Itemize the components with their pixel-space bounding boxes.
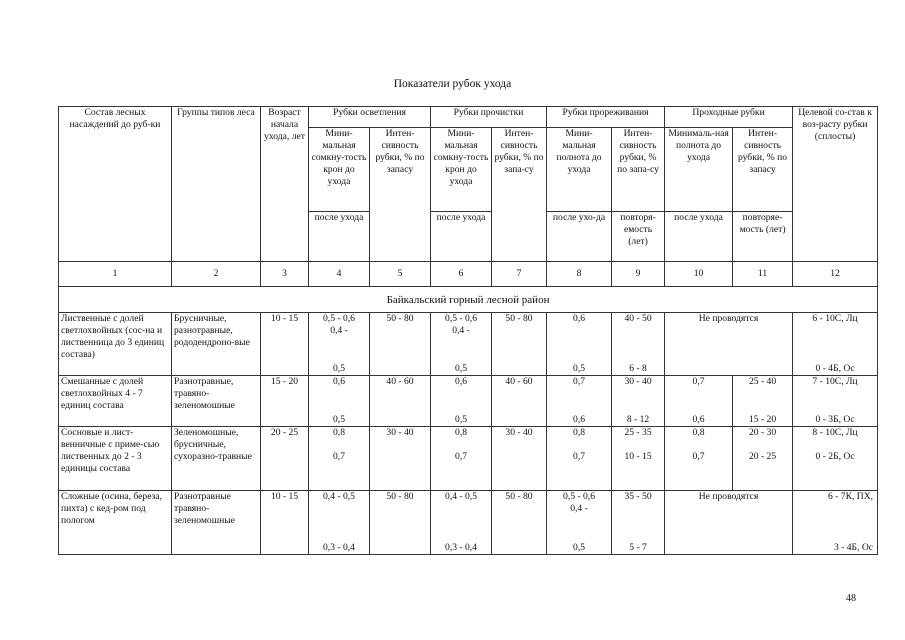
value-intensity: 20 - 30 — [748, 427, 777, 438]
osv-density-cell — [309, 491, 370, 555]
pro-density-cell — [431, 313, 492, 376]
value-before: 0,5 - 0,6 — [563, 491, 596, 502]
composition-cell: Смешанные с долей светлохвойных 4 - 7 единиц состава — [59, 376, 172, 427]
value-after: 0,5 — [573, 363, 586, 374]
header-start-age: Возраст начала ухода, лет — [261, 107, 309, 262]
prh-intensity-cell — [733, 376, 793, 427]
prh-density-cell — [665, 427, 733, 491]
table-row — [59, 376, 878, 427]
pro-intensity-cell: 40 - 60 — [492, 376, 547, 427]
prh-density-cell — [665, 376, 733, 427]
value-before: 0,6 — [573, 313, 586, 324]
value-intensity: 35 - 50 — [624, 491, 652, 502]
thinning-table — [58, 106, 878, 555]
column-number: 6 — [431, 262, 492, 287]
value-intensity: 40 - 50 — [624, 313, 652, 324]
pro-density-cell — [431, 491, 492, 555]
value-before: 0,5 - 0,6 — [445, 313, 477, 324]
header-group-lightening: Рубки осветления — [309, 107, 431, 128]
target-secondary: 0 - 4Б, Ос — [815, 363, 855, 374]
prh-not-applied-cell: Не проводятся — [665, 313, 793, 376]
value-after: 0,6 — [573, 414, 586, 425]
prr-density-cell — [547, 313, 612, 376]
start-age-cell: 10 - 15 — [261, 491, 309, 555]
prr-density-cell — [547, 427, 612, 491]
target-composition-cell — [793, 376, 878, 427]
value-after: 0,7 — [692, 451, 705, 462]
value-before: 0,8 — [455, 427, 468, 438]
region-heading: Байкальский горный лесной район — [59, 287, 878, 313]
header-group-passing: Проходные рубки — [665, 107, 793, 128]
column-number: 12 — [793, 262, 878, 287]
column-number: 4 — [309, 262, 370, 287]
table-row — [59, 491, 878, 555]
column-numbers-row — [59, 262, 878, 287]
header-prr-after: после ухо-да — [547, 212, 612, 262]
pro-intensity-cell: 30 - 40 — [492, 427, 547, 491]
value-after: 0,5 — [333, 363, 345, 374]
forest-group-cell: Разнотравные, травяно-зеленомошные — [172, 376, 261, 427]
value-repeat: 8 - 12 — [626, 414, 650, 425]
column-number: 1 — [59, 262, 172, 287]
value-repeat: 10 - 15 — [624, 451, 652, 462]
header-target-composition: Целевой со-став к воз-расту рубки (сплосты) — [793, 107, 878, 262]
value-before: 0,4 - 0,5 — [323, 491, 355, 502]
table-row — [59, 427, 878, 491]
column-number: 8 — [547, 262, 612, 287]
prh-not-applied-cell: Не проводятся — [665, 491, 793, 555]
target-secondary: 0 - 2Б, Ос — [815, 451, 855, 462]
header-composition: Состав лесных насаждений до руб-ки — [59, 107, 172, 262]
value-after: 0,7 — [573, 451, 586, 462]
value-before: 0,5 - 0,6 — [323, 313, 355, 324]
target-secondary: 0 - 3Б, Ос — [815, 414, 855, 425]
value-after: 0,3 - 0,4 — [445, 542, 477, 553]
pro-density-cell — [431, 427, 492, 491]
pro-density-cell — [431, 376, 492, 427]
target-composition-cell — [793, 313, 878, 376]
header-prr-min: Мини-мальная полнота до ухода — [547, 128, 612, 212]
prr-intensity-cell — [612, 427, 665, 491]
prr-intensity-cell — [612, 491, 665, 555]
page-number: 48 — [846, 593, 856, 604]
value-before: 0,7 — [573, 376, 586, 387]
value-after: 0,5 — [455, 363, 468, 374]
value-range-cont: 0,4 - — [452, 325, 470, 336]
composition-cell: Лиственные с долей светлохвойных (сос-на и лиственница до 3 единиц состава) — [59, 313, 172, 376]
header-osv-after: после ухода — [309, 212, 370, 262]
value-before: 0,6 — [333, 376, 345, 387]
header-forest-groups: Группы типов леса — [172, 107, 261, 262]
value-intensity: 30 - 40 — [624, 376, 652, 387]
header-pro-int: Интен-сивность рубки, % по запа-су — [492, 128, 547, 262]
header-pro-min: Мини-мальная сомкну-тость крон до ухода — [431, 128, 492, 212]
osv-density-cell — [309, 376, 370, 427]
value-intensity: 25 - 40 — [748, 376, 777, 387]
value-intensity: 25 - 35 — [624, 427, 652, 438]
column-number: 9 — [612, 262, 665, 287]
prh-intensity-cell — [733, 427, 793, 491]
value-repeat: 15 - 20 — [748, 414, 777, 425]
value-repeat: 6 - 8 — [629, 363, 647, 374]
target-composition-cell — [793, 491, 878, 555]
header-group-thinning: Рубки прореживания — [547, 107, 665, 128]
value-after: 0,7 — [455, 451, 468, 462]
osv-intensity-cell: 40 - 60 — [370, 376, 431, 427]
prr-intensity-cell — [612, 313, 665, 376]
value-before: 0,4 - 0,5 — [445, 491, 477, 502]
forest-group-cell: Разнотравные травяно-зеленомошные — [172, 491, 261, 555]
osv-intensity-cell: 30 - 40 — [370, 427, 431, 491]
value-repeat: 5 - 7 — [629, 542, 647, 553]
value-after: 0,6 — [692, 414, 705, 425]
pro-intensity-cell: 50 - 80 — [492, 491, 547, 555]
header-prr-int: Интен-сивность рубки, % по запа-су — [612, 128, 665, 212]
page-title: Показатели рубок ухода — [393, 78, 512, 90]
target-main: 7 - 10С, Лц — [812, 376, 858, 387]
target-main: 6 - 7К, ПХ, — [828, 491, 874, 502]
value-range-cont: 0,4 - — [570, 503, 588, 514]
osv-intensity-cell: 50 - 80 — [370, 491, 431, 555]
value-range-cont: 0,4 - — [330, 325, 348, 336]
value-before: 0,6 — [455, 376, 468, 387]
header-prr-repeat: повторя-емость (лет) — [612, 212, 665, 262]
value-after: 0,3 - 0,4 — [323, 542, 355, 553]
start-age-cell: 15 - 20 — [261, 376, 309, 427]
header-prh-after: после ухода — [665, 212, 733, 262]
header-osv-int: Интен-сивность рубки, % по запасу — [370, 128, 431, 262]
column-number: 7 — [492, 262, 547, 287]
value-after: 0,5 — [333, 414, 345, 425]
column-number: 3 — [261, 262, 309, 287]
start-age-cell: 20 - 25 — [261, 427, 309, 491]
prr-intensity-cell — [612, 376, 665, 427]
column-number: 2 — [172, 262, 261, 287]
osv-density-cell — [309, 427, 370, 491]
prr-density-cell — [547, 491, 612, 555]
pro-intensity-cell: 50 - 80 — [492, 313, 547, 376]
column-number: 10 — [665, 262, 733, 287]
target-composition-cell — [793, 427, 878, 491]
header-prh-int: Интен-сивность рубки, % по запасу — [733, 128, 793, 212]
forest-group-cell: Брусничные, разнотравные, рододендроно-вые — [172, 313, 261, 376]
value-before: 0,8 — [573, 427, 586, 438]
target-secondary: 3 - 4Б, Ос — [833, 542, 874, 553]
header-prh-min: Минималь-ная полнота до ухода — [665, 128, 733, 212]
target-main: 8 - 10С, Лц — [812, 427, 858, 438]
table-row — [59, 313, 878, 376]
value-repeat: 20 - 25 — [748, 451, 777, 462]
osv-density-cell — [309, 313, 370, 376]
forest-group-cell: Зеленомошные, брусничные, сухоразно-травные — [172, 427, 261, 491]
value-after: 0,7 — [333, 451, 345, 462]
header-group-cleaning: Рубки прочистки — [431, 107, 547, 128]
composition-cell: Сосновые и лист-венничные с приме-сью лиственных до 2 - 3 единицы состава — [59, 427, 172, 491]
header-prh-repeat: повторяе-мость (лет) — [733, 212, 793, 262]
value-before: 0,8 — [333, 427, 345, 438]
header-osv-min: Мини-мальная сомкну-тость крон до ухода — [309, 128, 370, 212]
value-after: 0,5 — [455, 414, 468, 425]
value-before: 0,8 — [692, 427, 705, 438]
target-main: 6 - 10С, Лц — [812, 313, 858, 324]
value-before: 0,7 — [692, 376, 705, 387]
osv-intensity-cell: 50 - 80 — [370, 313, 431, 376]
column-number: 5 — [370, 262, 431, 287]
value-after: 0,5 — [573, 542, 586, 553]
start-age-cell: 10 - 15 — [261, 313, 309, 376]
prr-density-cell — [547, 376, 612, 427]
header-pro-after: после ухода — [431, 212, 492, 262]
composition-cell: Сложные (осина, береза, пихта) с кед-ром под пологом — [59, 491, 172, 555]
column-number: 11 — [733, 262, 793, 287]
